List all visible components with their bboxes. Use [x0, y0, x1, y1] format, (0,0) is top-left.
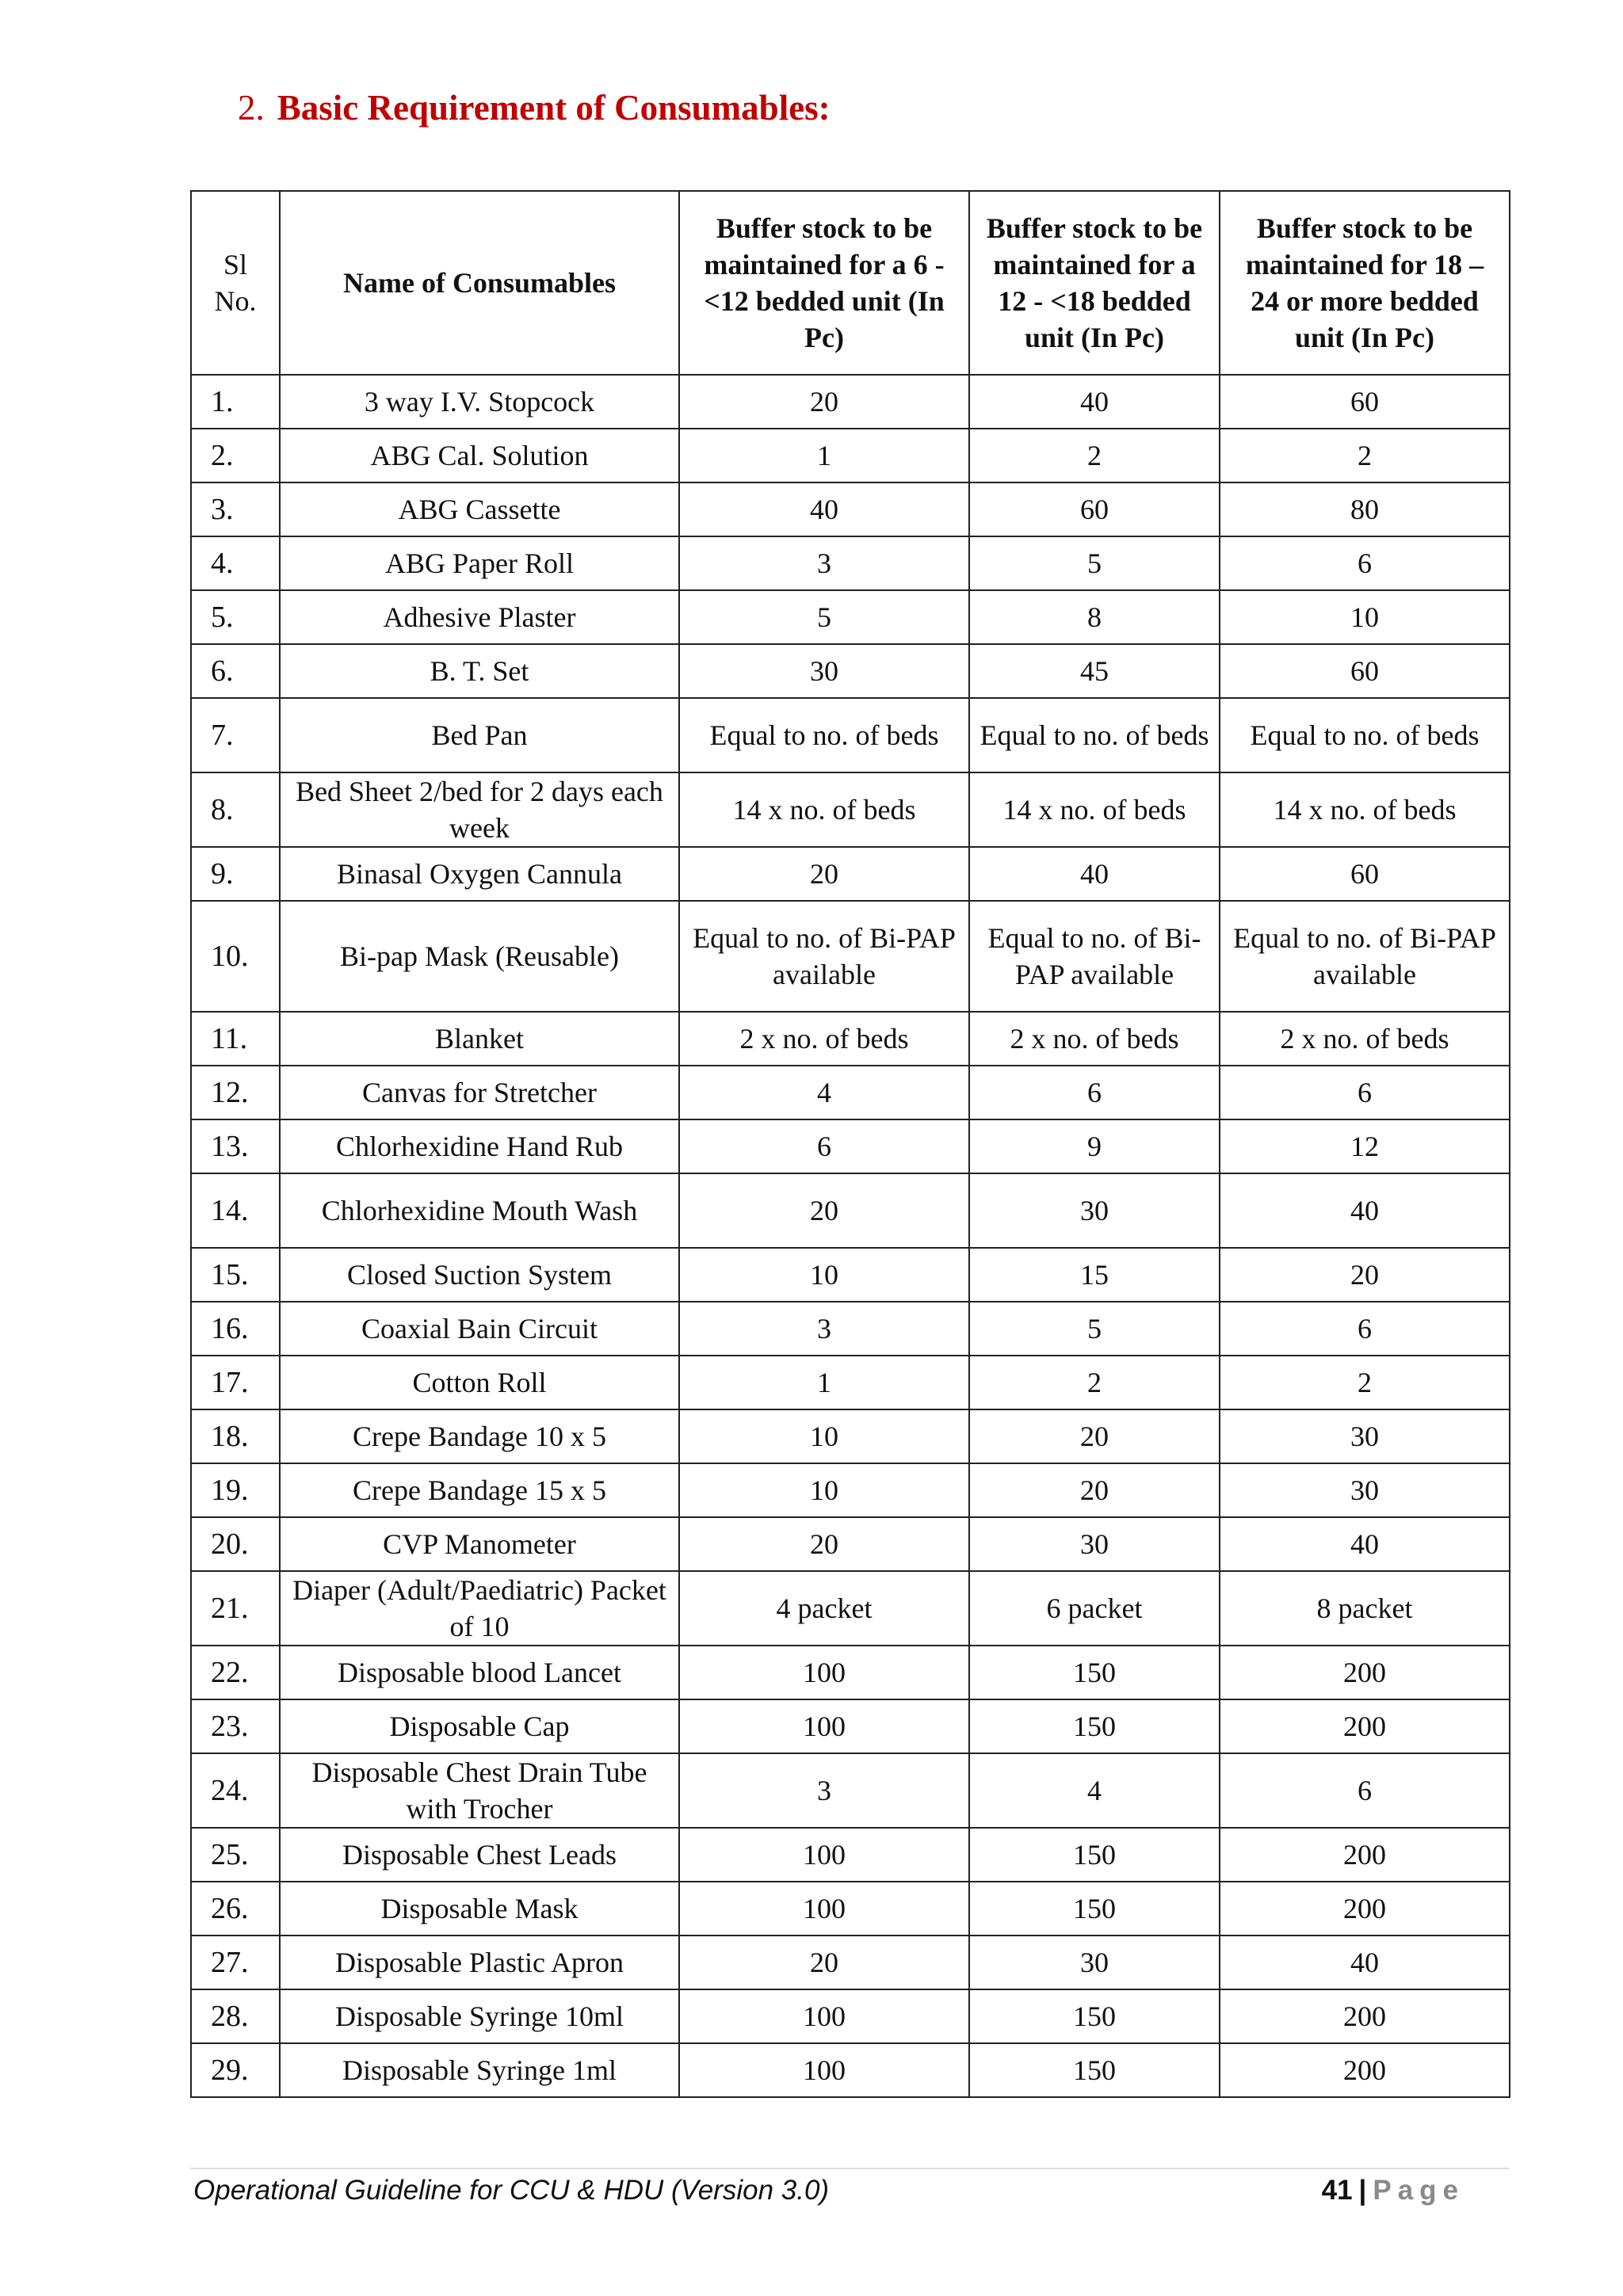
cell-stock-12-18: 150 [969, 2043, 1220, 2097]
cell-stock-12-18: 150 [969, 1646, 1220, 1699]
table-row [191, 482, 1510, 536]
cell-stock-12-18: 2 [969, 1356, 1220, 1409]
cell-stock-18-24: 6 [1220, 1066, 1510, 1119]
cell-stock-18-24: 200 [1220, 1828, 1510, 1882]
header-name: Name of Consumables [280, 191, 679, 375]
cell-stock-12-18: Equal to no. of Bi-PAP available [969, 901, 1220, 1012]
header-sl-no: Sl No. [191, 191, 280, 375]
cell-consumable-name: B. T. Set [280, 644, 679, 698]
cell-stock-12-18: 150 [969, 1699, 1220, 1753]
table-body [191, 375, 1510, 2097]
cell-stock-12-18: 20 [969, 1409, 1220, 1463]
cell-stock-12-18: 45 [969, 644, 1220, 698]
cell-consumable-name: Chlorhexidine Hand Rub [280, 1119, 679, 1173]
cell-stock-6-12: 100 [679, 2043, 969, 2097]
cell-stock-18-24: 80 [1220, 482, 1510, 536]
table-row [191, 901, 1510, 1012]
table-row [191, 698, 1510, 772]
section-title: Basic Requirement of Consumables: [277, 88, 831, 128]
table-row [191, 1699, 1510, 1753]
cell-consumable-name: 3 way I.V. Stopcock [280, 375, 679, 429]
table-row [191, 1936, 1510, 1989]
cell-stock-12-18: 150 [969, 1828, 1220, 1882]
cell-stock-18-24: 60 [1220, 644, 1510, 698]
table-row [191, 1882, 1510, 1936]
table-row [191, 1066, 1510, 1119]
cell-stock-12-18: 4 [969, 1753, 1220, 1828]
table-row [191, 1012, 1510, 1066]
cell-stock-18-24: 200 [1220, 1989, 1510, 2043]
cell-stock-12-18: 150 [969, 1989, 1220, 2043]
cell-stock-6-12: 100 [679, 1882, 969, 1936]
header-row [191, 191, 1510, 375]
cell-sl-no: 7. [191, 698, 280, 772]
cell-stock-12-18: 6 packet [969, 1571, 1220, 1646]
cell-stock-6-12: 20 [679, 1936, 969, 1989]
cell-stock-18-24: 200 [1220, 1646, 1510, 1699]
cell-stock-6-12: Equal to no. of Bi-PAP available [679, 901, 969, 1012]
cell-stock-12-18: 30 [969, 1517, 1220, 1571]
cell-consumable-name: Bed Sheet 2/bed for 2 days each week [280, 772, 679, 847]
cell-stock-6-12: Equal to no. of beds [679, 698, 969, 772]
cell-stock-12-18: 15 [969, 1248, 1220, 1302]
cell-consumable-name: Disposable Cap [280, 1699, 679, 1753]
table-row [191, 644, 1510, 698]
cell-sl-no: 14. [191, 1173, 280, 1248]
cell-stock-18-24: 10 [1220, 590, 1510, 644]
cell-stock-18-24: Equal to no. of Bi-PAP available [1220, 901, 1510, 1012]
cell-sl-no: 18. [191, 1409, 280, 1463]
table-row [191, 1409, 1510, 1463]
cell-stock-12-18: 150 [969, 1882, 1220, 1936]
cell-stock-12-18: 5 [969, 536, 1220, 590]
page-word: Page [1373, 2175, 1465, 2206]
cell-sl-no: 16. [191, 1302, 280, 1356]
cell-sl-no: 3. [191, 482, 280, 536]
section-number: 2. [238, 88, 265, 128]
cell-stock-18-24: 20 [1220, 1248, 1510, 1302]
cell-consumable-name: Bi-pap Mask (Reusable) [280, 901, 679, 1012]
cell-stock-18-24: 6 [1220, 536, 1510, 590]
cell-consumable-name: Crepe Bandage 15 x 5 [280, 1463, 679, 1517]
cell-consumable-name: ABG Paper Roll [280, 536, 679, 590]
footer-document-title: Operational Guideline for CCU & HDU (Version 3.0) [193, 2175, 830, 2206]
cell-stock-6-12: 10 [679, 1463, 969, 1517]
table-row [191, 1173, 1510, 1248]
table-row [191, 1248, 1510, 1302]
cell-stock-18-24: 200 [1220, 2043, 1510, 2097]
cell-sl-no: 13. [191, 1119, 280, 1173]
cell-stock-12-18: 30 [969, 1173, 1220, 1248]
table-row [191, 1753, 1510, 1828]
cell-stock-18-24: 30 [1220, 1463, 1510, 1517]
cell-sl-no: 10. [191, 901, 280, 1012]
cell-stock-18-24: 60 [1220, 375, 1510, 429]
cell-stock-6-12: 40 [679, 482, 969, 536]
cell-stock-6-12: 30 [679, 644, 969, 698]
table-row [191, 429, 1510, 482]
footer-page-indicator [1322, 2175, 1465, 2206]
table-row [191, 772, 1510, 847]
cell-stock-12-18: 60 [969, 482, 1220, 536]
header-col-6-12: Buffer stock to be maintained for a 6 - <12 bedded unit (In Pc) [679, 191, 969, 375]
cell-consumable-name: Bed Pan [280, 698, 679, 772]
cell-consumable-name: Disposable Syringe 10ml [280, 1989, 679, 2043]
cell-consumable-name: Crepe Bandage 10 x 5 [280, 1409, 679, 1463]
table-row [191, 1356, 1510, 1409]
cell-consumable-name: Canvas for Stretcher [280, 1066, 679, 1119]
cell-consumable-name: Disposable blood Lancet [280, 1646, 679, 1699]
cell-consumable-name: Closed Suction System [280, 1248, 679, 1302]
cell-stock-6-12: 6 [679, 1119, 969, 1173]
cell-stock-6-12: 20 [679, 1517, 969, 1571]
cell-sl-no: 19. [191, 1463, 280, 1517]
cell-sl-no: 21. [191, 1571, 280, 1646]
cell-stock-12-18: Equal to no. of beds [969, 698, 1220, 772]
table-row [191, 1119, 1510, 1173]
cell-consumable-name: Adhesive Plaster [280, 590, 679, 644]
cell-stock-6-12: 100 [679, 1699, 969, 1753]
cell-stock-12-18: 30 [969, 1936, 1220, 1989]
cell-stock-18-24: 40 [1220, 1173, 1510, 1248]
cell-stock-12-18: 5 [969, 1302, 1220, 1356]
cell-stock-18-24: 12 [1220, 1119, 1510, 1173]
cell-stock-6-12: 3 [679, 1753, 969, 1828]
cell-stock-6-12: 100 [679, 1989, 969, 2043]
cell-sl-no: 8. [191, 772, 280, 847]
header-col-12-18: Buffer stock to be maintained for a 12 - <18 bedded unit (In Pc) [969, 191, 1220, 375]
cell-stock-18-24: 40 [1220, 1936, 1510, 1989]
cell-stock-6-12: 100 [679, 1828, 969, 1882]
cell-stock-6-12: 100 [679, 1646, 969, 1699]
cell-sl-no: 11. [191, 1012, 280, 1066]
table-row [191, 1989, 1510, 2043]
cell-consumable-name: Disposable Chest Drain Tube with Trocher [280, 1753, 679, 1828]
cell-sl-no: 27. [191, 1936, 280, 1989]
cell-stock-18-24: Equal to no. of beds [1220, 698, 1510, 772]
cell-stock-18-24: 40 [1220, 1517, 1510, 1571]
cell-stock-12-18: 40 [969, 847, 1220, 901]
cell-sl-no: 5. [191, 590, 280, 644]
cell-stock-6-12: 3 [679, 536, 969, 590]
table-row [191, 1571, 1510, 1646]
table-row [191, 1517, 1510, 1571]
table-row [191, 1463, 1510, 1517]
table-row [191, 1646, 1510, 1699]
cell-stock-12-18: 40 [969, 375, 1220, 429]
cell-stock-18-24: 30 [1220, 1409, 1510, 1463]
cell-stock-6-12: 1 [679, 429, 969, 482]
footer-divider [190, 2168, 1509, 2169]
cell-sl-no: 22. [191, 1646, 280, 1699]
cell-stock-18-24: 200 [1220, 1882, 1510, 1936]
cell-stock-18-24: 2 x no. of beds [1220, 1012, 1510, 1066]
cell-stock-18-24: 6 [1220, 1753, 1510, 1828]
cell-stock-12-18: 2 [969, 429, 1220, 482]
cell-stock-18-24: 14 x no. of beds [1220, 772, 1510, 847]
cell-stock-6-12: 20 [679, 1173, 969, 1248]
cell-stock-6-12: 3 [679, 1302, 969, 1356]
cell-sl-no: 23. [191, 1699, 280, 1753]
section-heading [238, 87, 831, 128]
table-row [191, 375, 1510, 429]
cell-sl-no: 25. [191, 1828, 280, 1882]
cell-consumable-name: Blanket [280, 1012, 679, 1066]
cell-sl-no: 12. [191, 1066, 280, 1119]
cell-stock-12-18: 2 x no. of beds [969, 1012, 1220, 1066]
cell-sl-no: 9. [191, 847, 280, 901]
cell-sl-no: 4. [191, 536, 280, 590]
table-row [191, 1828, 1510, 1882]
cell-stock-6-12: 14 x no. of beds [679, 772, 969, 847]
cell-stock-12-18: 6 [969, 1066, 1220, 1119]
cell-sl-no: 24. [191, 1753, 280, 1828]
cell-stock-6-12: 10 [679, 1409, 969, 1463]
cell-sl-no: 26. [191, 1882, 280, 1936]
cell-stock-18-24: 8 packet [1220, 1571, 1510, 1646]
cell-stock-12-18: 20 [969, 1463, 1220, 1517]
page-separator: | [1358, 2175, 1367, 2206]
cell-stock-12-18: 14 x no. of beds [969, 772, 1220, 847]
cell-sl-no: 2. [191, 429, 280, 482]
cell-stock-6-12: 5 [679, 590, 969, 644]
cell-stock-6-12: 20 [679, 847, 969, 901]
cell-consumable-name: ABG Cassette [280, 482, 679, 536]
cell-stock-18-24: 200 [1220, 1699, 1510, 1753]
cell-stock-6-12: 20 [679, 375, 969, 429]
cell-stock-12-18: 9 [969, 1119, 1220, 1173]
cell-consumable-name: Disposable Chest Leads [280, 1828, 679, 1882]
cell-stock-18-24: 60 [1220, 847, 1510, 901]
header-col-18-24: Buffer stock to be maintained for 18 – 24 or more bedded unit (In Pc) [1220, 191, 1510, 375]
cell-consumable-name: Binasal Oxygen Cannula [280, 847, 679, 901]
cell-sl-no: 6. [191, 644, 280, 698]
consumables-table [190, 190, 1510, 2098]
cell-consumable-name: Cotton Roll [280, 1356, 679, 1409]
page-number: 41 [1321, 2175, 1353, 2206]
cell-consumable-name: CVP Manometer [280, 1517, 679, 1571]
cell-consumable-name: Chlorhexidine Mouth Wash [280, 1173, 679, 1248]
cell-stock-6-12: 4 [679, 1066, 969, 1119]
cell-sl-no: 29. [191, 2043, 280, 2097]
cell-stock-18-24: 2 [1220, 429, 1510, 482]
cell-stock-6-12: 1 [679, 1356, 969, 1409]
cell-stock-6-12: 4 packet [679, 1571, 969, 1646]
cell-sl-no: 17. [191, 1356, 280, 1409]
cell-sl-no: 15. [191, 1248, 280, 1302]
cell-consumable-name: Coaxial Bain Circuit [280, 1302, 679, 1356]
cell-stock-12-18: 8 [969, 590, 1220, 644]
table-row [191, 1302, 1510, 1356]
cell-stock-18-24: 6 [1220, 1302, 1510, 1356]
cell-stock-18-24: 2 [1220, 1356, 1510, 1409]
cell-consumable-name: Disposable Mask [280, 1882, 679, 1936]
cell-consumable-name: Disposable Syringe 1ml [280, 2043, 679, 2097]
cell-consumable-name: ABG Cal. Solution [280, 429, 679, 482]
cell-consumable-name: Diaper (Adult/Paediatric) Packet of 10 [280, 1571, 679, 1646]
cell-sl-no: 28. [191, 1989, 280, 2043]
cell-consumable-name: Disposable Plastic Apron [280, 1936, 679, 1989]
table-row [191, 847, 1510, 901]
table-row [191, 2043, 1510, 2097]
cell-sl-no: 1. [191, 375, 280, 429]
table-row [191, 536, 1510, 590]
cell-stock-6-12: 2 x no. of beds [679, 1012, 969, 1066]
table-row [191, 590, 1510, 644]
cell-sl-no: 20. [191, 1517, 280, 1571]
cell-stock-6-12: 10 [679, 1248, 969, 1302]
